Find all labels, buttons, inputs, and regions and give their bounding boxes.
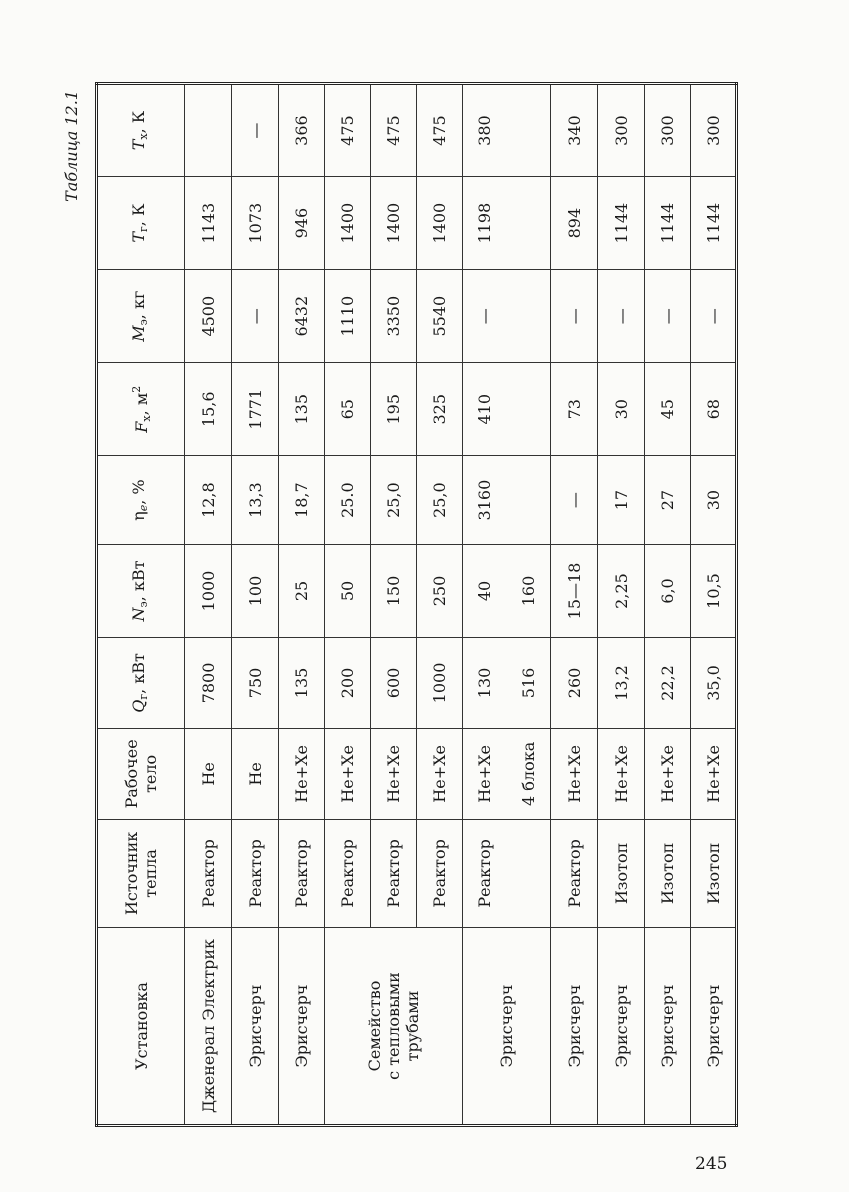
cell-eta: 12,8 — [185, 456, 232, 545]
table-row — [645, 84, 691, 1126]
cell-m: — — [645, 270, 691, 363]
cell-m: 1110 — [325, 270, 371, 363]
cell-q: 600 — [371, 638, 417, 729]
cell-source: Реактор — [325, 819, 371, 927]
cell-f: 68 — [691, 363, 737, 456]
header-m — [97, 270, 185, 363]
cell-installation: Эрисчерч — [279, 928, 325, 1126]
cell-f: 135 — [279, 363, 325, 456]
header-q-subscript: г — [137, 693, 150, 700]
cell-f: 65 — [325, 363, 371, 456]
cell-eta: 25,0 — [417, 456, 463, 545]
cell-fluid: He+Xe — [371, 728, 417, 819]
cell-source: Реактор — [185, 819, 232, 927]
header-q-unit: , кВт — [129, 653, 148, 694]
cell-f: 1771 — [232, 363, 279, 456]
cell-eta: 27 — [645, 456, 691, 545]
cell-f: 15,6 — [185, 363, 232, 456]
header-eta-subscript: e — [137, 504, 150, 512]
header-eta-symbol: η — [129, 511, 148, 521]
cell-n: 100 — [232, 544, 279, 637]
header-heat-source-line1: Источник — [122, 831, 141, 916]
cell-tx: 475 — [325, 84, 371, 177]
cell-n: 50 — [325, 544, 371, 637]
cell-tg: 1144 — [598, 177, 645, 270]
cell-tg: 1073 — [232, 177, 279, 270]
cell-q: 13,2 — [598, 638, 645, 729]
cell-f: 45 — [645, 363, 691, 456]
header-m-symbol: M — [129, 325, 148, 342]
table-row — [232, 84, 279, 1126]
cell-fluid: He — [185, 728, 232, 819]
cell-source: Реактор — [279, 819, 325, 927]
cell-n: 40 — [463, 544, 507, 637]
header-n-symbol: N — [129, 607, 148, 622]
cell-f: 30 — [598, 363, 645, 456]
cell-source: Реактор — [232, 819, 279, 927]
cell-q: 1000 — [417, 638, 463, 729]
cell-tg: 1144 — [691, 177, 737, 270]
table-row — [185, 84, 232, 1126]
cell-tx: 340 — [551, 84, 598, 177]
cell-tg: 1400 — [325, 177, 371, 270]
cell-q: 260 — [551, 638, 598, 729]
family-group-line2: с тепловыми — [384, 972, 403, 1080]
header-heat-source-line2: тепла — [141, 849, 160, 898]
rotated-table-container — [95, 82, 730, 1127]
header-f-subscript: х — [139, 415, 153, 422]
table-row — [691, 84, 737, 1126]
header-n-subscript: э — [137, 601, 150, 608]
cell-eta: — — [551, 456, 598, 545]
header-heat-source — [97, 819, 185, 927]
header-tx-unit: , К — [129, 110, 148, 134]
cell-source: Реактор — [463, 819, 551, 927]
cell-tx: 300 — [645, 84, 691, 177]
cell-n: 25 — [279, 544, 325, 637]
cell-n: 1000 — [185, 544, 232, 637]
cell-installation: Эрисчерч — [645, 928, 691, 1126]
cell-fluid: He — [232, 728, 279, 819]
cell-q: 7800 — [185, 638, 232, 729]
cell-source: Изотоп — [645, 819, 691, 927]
cell-n: 250 — [417, 544, 463, 637]
cell-m: 6432 — [279, 270, 325, 363]
cell-q: 750 — [232, 638, 279, 729]
cell-source: Изотоп — [598, 819, 645, 927]
cell-n: 10,5 — [691, 544, 737, 637]
header-working-fluid-line2: тело — [141, 754, 160, 793]
cell-tx: 475 — [417, 84, 463, 177]
cell-eta: 3160 — [463, 456, 551, 545]
page-number: 245 — [695, 1154, 728, 1174]
cell-f: 410 — [463, 363, 551, 456]
cell-m: 4500 — [185, 270, 232, 363]
header-installation-text: Установка — [131, 982, 151, 1070]
cell-eta: 30 — [691, 456, 737, 545]
header-tx — [97, 84, 185, 177]
header-m-subscript: э — [137, 319, 150, 326]
cell-tx: 366 — [279, 84, 325, 177]
cell-q-sub: 516 — [507, 638, 551, 729]
cell-n: 150 — [371, 544, 417, 637]
cell-source: Изотоп — [691, 819, 737, 927]
cell-q: 22,2 — [645, 638, 691, 729]
cell-f: 73 — [551, 363, 598, 456]
cell-eta: 25,0 — [371, 456, 417, 545]
cell-q: 200 — [325, 638, 371, 729]
cell-tx: 380 — [463, 84, 551, 177]
cell-installation: Эрисчерч — [551, 928, 598, 1126]
cell-tx: — — [232, 84, 279, 177]
family-group-line3: трубами — [403, 990, 422, 1062]
cell-fluid: He+Xe — [551, 728, 598, 819]
cell-family-group — [325, 928, 463, 1126]
cell-tg: 894 — [551, 177, 598, 270]
cell-n: 15—18 — [551, 544, 598, 637]
cell-m: 5540 — [417, 270, 463, 363]
table-row — [325, 84, 371, 1126]
cell-tx: 300 — [598, 84, 645, 177]
cell-q: 135 — [279, 638, 325, 729]
cell-tx: 475 — [371, 84, 417, 177]
cell-source: Реактор — [417, 819, 463, 927]
table-row — [598, 84, 645, 1126]
data-table — [95, 82, 738, 1127]
cell-f: 195 — [371, 363, 417, 456]
cell-installation: Дженерал Электрик — [185, 928, 232, 1126]
header-installation — [97, 928, 185, 1126]
cell-tx — [185, 84, 232, 177]
header-working-fluid-line1: Рабочее — [122, 739, 141, 809]
header-tg-subscript: г — [137, 226, 150, 232]
cell-tg: 1400 — [417, 177, 463, 270]
cell-eta: 18,7 — [279, 456, 325, 545]
header-row — [97, 84, 185, 1126]
cell-fluid: He+Xe — [691, 728, 737, 819]
cell-tg: 1143 — [185, 177, 232, 270]
header-working-fluid — [97, 728, 185, 819]
cell-tg: 1198 — [463, 177, 551, 270]
cell-q: 130 — [463, 638, 507, 729]
cell-eta: 13,3 — [232, 456, 279, 545]
cell-fluid: He+Xe — [417, 728, 463, 819]
cell-tg: 1144 — [645, 177, 691, 270]
header-f-unit: , м — [131, 392, 151, 416]
cell-tx: 300 — [691, 84, 737, 177]
table-row — [551, 84, 598, 1126]
cell-m: — — [691, 270, 737, 363]
cell-n: 2,25 — [598, 544, 645, 637]
family-group-line1: Семейство — [365, 980, 384, 1072]
cell-q: 35,0 — [691, 638, 737, 729]
cell-source: Реактор — [551, 819, 598, 927]
header-f-superscript: 2 — [129, 385, 143, 393]
table-caption-text: Таблица 12.1 — [62, 90, 81, 202]
header-f-symbol: F — [131, 421, 151, 433]
cell-m: — — [598, 270, 645, 363]
header-tg-symbol: T — [129, 231, 148, 243]
cell-f: 325 — [417, 363, 463, 456]
cell-eta: 17 — [598, 456, 645, 545]
cell-source: Реактор — [371, 819, 417, 927]
header-q — [97, 638, 185, 729]
header-tx-symbol: T — [129, 139, 148, 151]
cell-installation: Эрисчерч — [463, 928, 551, 1126]
cell-fluid: He+Xe — [463, 728, 507, 819]
header-f — [97, 363, 185, 456]
cell-fluid: He+Xe — [279, 728, 325, 819]
cell-installation: Эрисчерч — [232, 928, 279, 1126]
cell-m: 3350 — [371, 270, 417, 363]
table-row — [279, 84, 325, 1126]
cell-fluid-sub: 4 блока — [507, 728, 551, 819]
header-tx-subscript: х — [137, 133, 150, 140]
cell-m: — — [551, 270, 598, 363]
table-caption — [62, 90, 92, 320]
cell-fluid: He+Xe — [598, 728, 645, 819]
header-tg-unit: , К — [129, 203, 148, 227]
header-eta-unit: , % — [129, 479, 148, 505]
cell-tg: 1400 — [371, 177, 417, 270]
header-eta — [97, 456, 185, 545]
table-row — [463, 84, 507, 1126]
header-q-symbol: Q — [129, 699, 148, 713]
cell-eta: 25.0 — [325, 456, 371, 545]
cell-fluid: He+Xe — [645, 728, 691, 819]
header-tg — [97, 177, 185, 270]
cell-installation: Эрисчерч — [598, 928, 645, 1126]
header-n-unit: , кВт — [129, 560, 148, 602]
cell-n-sub: 160 — [507, 544, 551, 637]
cell-n: 6,0 — [645, 544, 691, 637]
cell-m: — — [232, 270, 279, 363]
header-m-unit: , кг — [129, 290, 148, 320]
cell-m: — — [463, 270, 551, 363]
header-n — [97, 544, 185, 637]
cell-installation: Эрисчерч — [691, 928, 737, 1126]
cell-tg: 946 — [279, 177, 325, 270]
cell-fluid: He+Xe — [325, 728, 371, 819]
